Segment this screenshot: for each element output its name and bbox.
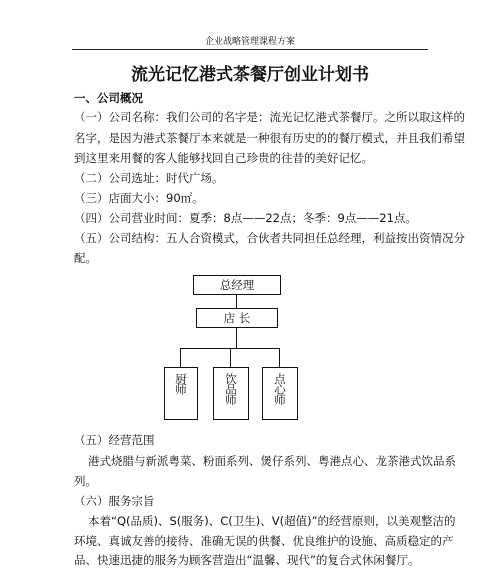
paragraph-line: （一）公司名称：我们公司的名字是：流光记忆港式茶餐厅。之所以取这样的 bbox=[74, 110, 465, 124]
paragraph-line: （二）公司选址：时代广场。 bbox=[74, 171, 224, 185]
org-box-general-manager: 总经理 bbox=[193, 275, 281, 295]
connector-line bbox=[279, 348, 280, 367]
paragraph-line: 港式烧腊与新派粤菜、粉面系列、煲仔系列、粤港点心、龙茶港式饮品系 bbox=[88, 454, 456, 468]
paragraph-line: 名字，是因为港式茶餐厅本来就是一种很有历史的的餐厅模式，并且我们希望 bbox=[74, 131, 465, 145]
section-heading-business-scope: （五）经营范围 bbox=[74, 433, 155, 447]
connector-line bbox=[236, 294, 237, 308]
section-heading-service-tenet: （六）服务宗旨 bbox=[74, 494, 155, 508]
org-box-beverage-chef-label: 饮品师 bbox=[224, 373, 238, 405]
paragraph-line: （四）公司营业时间：夏季：8点——22点；冬季：9点——21点。 bbox=[74, 211, 417, 225]
paragraph-line: 本着“Q(品质)、S(服务)、C(卫生)、V(超值)”的经营原则，以美观整洁的 bbox=[88, 514, 456, 528]
paragraph-line: （三）店面大小：90㎡。 bbox=[74, 191, 204, 205]
connector-line bbox=[180, 348, 181, 367]
paragraph-line: 到这里来用餐的客人能够找回自己珍贵的往昔的美好记忆。 bbox=[74, 151, 373, 165]
org-box-beverage-chef bbox=[213, 367, 249, 420]
org-box-chef bbox=[164, 367, 198, 420]
paragraph-line: （五）公司结构：五人合资模式，合伙者共同担任总经理，利益按出资情况分 bbox=[74, 231, 465, 245]
paragraph-line: 环境、真诚友善的接待、准确无误的供餐、优良维护的设施、高质稳定的产 bbox=[74, 534, 454, 548]
paragraph-line: 配。 bbox=[74, 251, 97, 265]
connector-line bbox=[230, 348, 231, 367]
paragraph-line: 品、快速迅捷的服务为顾客营造出“温馨、现代”的复合式休闲餐厅。 bbox=[74, 553, 420, 567]
paragraph-line: 列。 bbox=[74, 474, 97, 488]
connector-line bbox=[236, 327, 237, 348]
org-box-dim-sum-chef-label: 点心师 bbox=[273, 373, 287, 405]
document-title: 流光记忆港式茶餐厅创业计划书 bbox=[131, 65, 369, 85]
org-box-store-manager: 店 长 bbox=[196, 308, 278, 328]
org-box-chef-label: 厨师 bbox=[174, 373, 188, 394]
section-heading-company-overview: 一、公司概况 bbox=[74, 91, 143, 105]
page-header: 企业战略管理课程方案 bbox=[72, 34, 428, 50]
org-box-dim-sum-chef bbox=[262, 367, 298, 420]
